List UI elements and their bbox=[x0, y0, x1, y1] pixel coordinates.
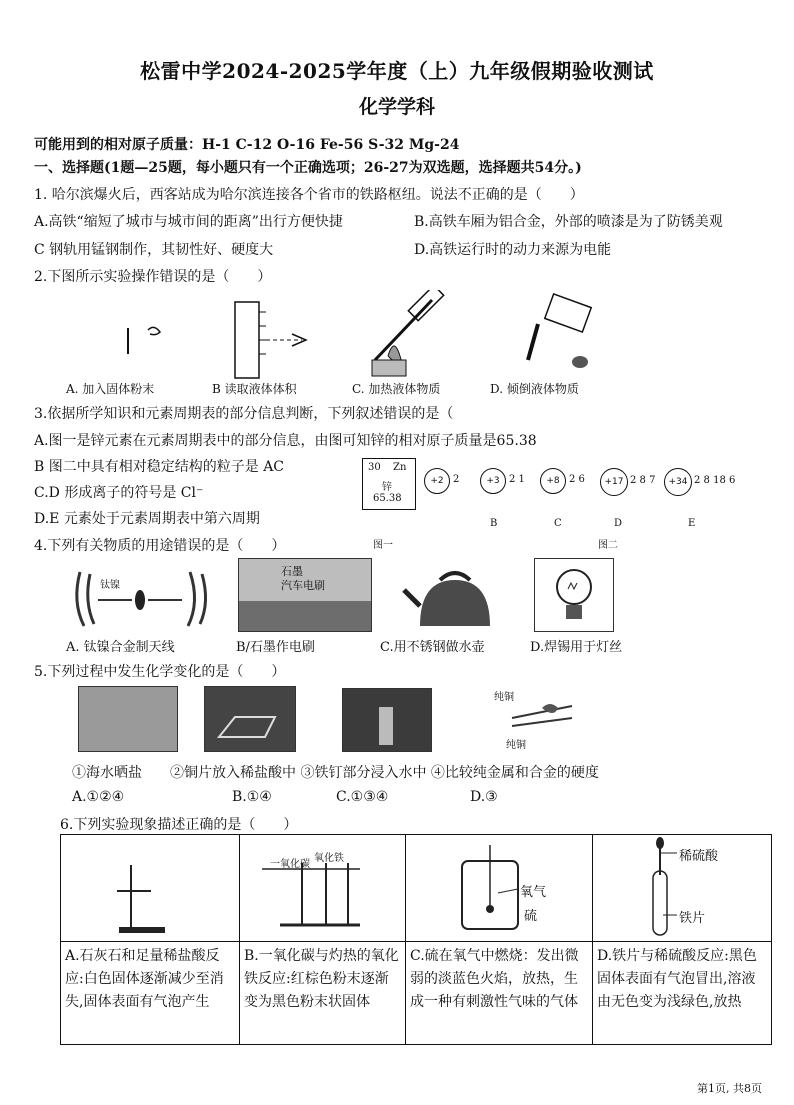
q3-stem: 3.依据所学知识和元素周期表的部分信息判断，下列叙述错误的是（ bbox=[34, 406, 454, 422]
copper-acid-image bbox=[204, 686, 296, 752]
atom-structure-e bbox=[664, 468, 736, 529]
zinc-number: 30 bbox=[368, 462, 381, 473]
q4-stem: 4.下列有关物质的用途错误的是（ ） bbox=[34, 538, 286, 554]
zinc-mass: 65.38 bbox=[373, 493, 402, 504]
q5-option-a: A.①②④ bbox=[72, 789, 125, 805]
nucleus: +2 bbox=[424, 468, 450, 494]
q5-items: ①海水晒盐 ②铜片放入稀盐酸中 ③铁钉部分浸入水中 ④比较纯金属和合金的硬度 bbox=[72, 765, 599, 781]
pour-figure bbox=[528, 294, 591, 368]
q6-image-b bbox=[240, 835, 406, 942]
q4-caption-b: B/石墨作电刷 bbox=[236, 640, 315, 655]
q4-caption-d: D.焊锡用于灯丝 bbox=[530, 640, 623, 655]
atomic-mass-line: 可能用到的相对原子质量：H-1 C-12 O-16 Fe-56 S-32 Mg-24 bbox=[34, 137, 460, 153]
add-powder-figure bbox=[128, 327, 160, 354]
atom-structure-b bbox=[480, 468, 525, 529]
subject-title: 化学学科 bbox=[358, 96, 435, 118]
section-heading: 一、选择题(1题—25题，每小题只有一个正确选项；26-27为双选题，选择题共54分。) bbox=[34, 160, 582, 176]
q2-caption-a: A. 加入固体粉末 bbox=[66, 382, 155, 396]
q2-caption-d: D. 倾倒液体物质 bbox=[490, 382, 579, 396]
electron-shells: 2 8 18 6 bbox=[694, 475, 736, 486]
q6-option-a: A.石灰石和足量稀盐酸反应:白色固体逐渐减少至消失,固体表面有气泡产生 bbox=[65, 948, 224, 1010]
q2-caption-c: C. 加热液体物质 bbox=[352, 382, 441, 396]
q4-caption-c: C.用不锈钢做水壶 bbox=[380, 640, 485, 655]
q1-option-a: A.高铁“缩短了城市与城市间的距离”出行方便快捷 bbox=[34, 214, 343, 230]
heating-figure bbox=[372, 290, 444, 376]
graphite-label: 石墨 bbox=[281, 565, 303, 578]
nucleus: +34 bbox=[664, 468, 692, 496]
q6-option-b: B.一氧化碳与灼热的氧化铁反应:红棕色粉末逐渐变为黑色粉末状固体 bbox=[244, 948, 399, 1010]
hardness-compare-image bbox=[492, 688, 582, 752]
q6-image-row bbox=[61, 835, 772, 942]
atom-letter: C bbox=[554, 518, 562, 529]
q6-image-d bbox=[593, 835, 772, 942]
electron-shells: 2 8 7 bbox=[630, 475, 656, 486]
figure-one-label: 图一 bbox=[373, 540, 393, 551]
graphite-brush-image bbox=[238, 558, 372, 632]
q2-stem: 2.下图所示实验操作错误的是（ ） bbox=[34, 269, 272, 285]
q5-option-d: D.③ bbox=[470, 789, 498, 805]
atom-structure-d bbox=[600, 468, 656, 529]
q1-stem: 1. 哈尔滨爆火后，西客站成为哈尔滨连接各个省市的铁路枢纽。说法不正确的是（ ） bbox=[34, 187, 584, 203]
electron-shells: 2 6 bbox=[569, 474, 585, 485]
q6-image-a bbox=[61, 835, 240, 942]
copper-label-bottom: 纯铜 bbox=[506, 740, 526, 751]
q6-table bbox=[60, 834, 772, 1045]
q3-option-c: C.D 形成离子的符号是 Cl⁻ bbox=[34, 485, 204, 501]
nucleus: +3 bbox=[480, 468, 506, 494]
exam-title: 松雷中学2024-2025学年度（上）九年级假期验收测试 bbox=[140, 59, 654, 83]
q6-option-d: D.铁片与稀硫酸反应:黑色固体表面有气泡冒出,溶液由无色变为浅绿色,放热 bbox=[597, 948, 757, 1010]
figure-two-label: 图二 bbox=[598, 540, 618, 551]
q4-caption-a: A. 钛镍合金制天线 bbox=[66, 640, 175, 655]
brush-label: 汽车电刷 bbox=[281, 579, 325, 592]
zinc-periodic-cell bbox=[362, 458, 416, 510]
q6-stem: 6.下列实验现象描述正确的是（ ） bbox=[60, 817, 298, 833]
q5-option-b: B.①④ bbox=[232, 789, 272, 805]
atom-letter: B bbox=[490, 518, 498, 529]
q2-caption-b: B 读取液体体积 bbox=[212, 382, 297, 396]
copper-label-top: 纯铜 bbox=[494, 692, 514, 703]
q1-option-b: B.高铁车厢为铝合金，外部的喷漆是为了防锈美观 bbox=[414, 214, 723, 230]
cylinder-figure bbox=[235, 302, 306, 378]
atom-structure-c bbox=[540, 468, 585, 529]
q1-option-d: D.高铁运行时的动力来源为电能 bbox=[414, 242, 612, 258]
q6-option-c: C.硫在氧气中燃烧：发出微弱的淡蓝色火焰，放热，生成一种有刺激性气味的气体 bbox=[410, 948, 579, 1010]
page-number: 第1页, 共8页 bbox=[697, 1082, 762, 1095]
atom-letter: D bbox=[614, 518, 623, 529]
co-label: 一氧化碳 bbox=[270, 859, 310, 870]
alloy-label: 钛镍 bbox=[100, 580, 120, 591]
q3-option-d: D.E 元素处于元素周期表中第六周期 bbox=[34, 511, 260, 527]
zinc-name: 锌 bbox=[382, 482, 392, 493]
zinc-symbol: Zn bbox=[393, 462, 407, 473]
atom-structure-1 bbox=[424, 468, 460, 494]
atom-letter: E bbox=[688, 518, 696, 529]
q5-option-c: C.①③④ bbox=[336, 789, 389, 805]
electron-shells: 2 1 bbox=[509, 474, 525, 485]
nucleus: +17 bbox=[600, 468, 628, 496]
acid-label: 稀硫酸 bbox=[679, 849, 719, 864]
q5-stem: 5.下列过程中发生化学变化的是（ ） bbox=[34, 664, 286, 680]
kettle-image bbox=[400, 566, 510, 634]
nucleus: +8 bbox=[540, 468, 566, 494]
iron-nail-image bbox=[342, 688, 432, 752]
q1-option-c: C 钢轨用锰钢制作，其韧性好、硬度大 bbox=[34, 242, 274, 258]
iron-sheet-label: 铁片 bbox=[679, 911, 706, 926]
sea-salt-image bbox=[78, 686, 178, 752]
fe2o3-label: 氧化铁 bbox=[314, 853, 344, 864]
antenna-image bbox=[70, 562, 220, 634]
q3-option-b: B 图二中具有相对稳定结构的粒子是 AC bbox=[34, 459, 285, 475]
q6-image-c bbox=[406, 835, 593, 942]
sulfur-label: 硫 bbox=[524, 909, 538, 924]
electron-shells: 2 bbox=[453, 474, 460, 485]
oxygen-label: 氧气 bbox=[520, 885, 547, 900]
q6-text-row bbox=[61, 942, 772, 1045]
q3-option-a: A.图一是锌元素在元素周期表中的部分信息，由图可知锌的相对原子质量是65.38 bbox=[34, 433, 537, 449]
q2-apparatus-figures bbox=[60, 290, 620, 382]
bulb-image bbox=[534, 558, 614, 632]
